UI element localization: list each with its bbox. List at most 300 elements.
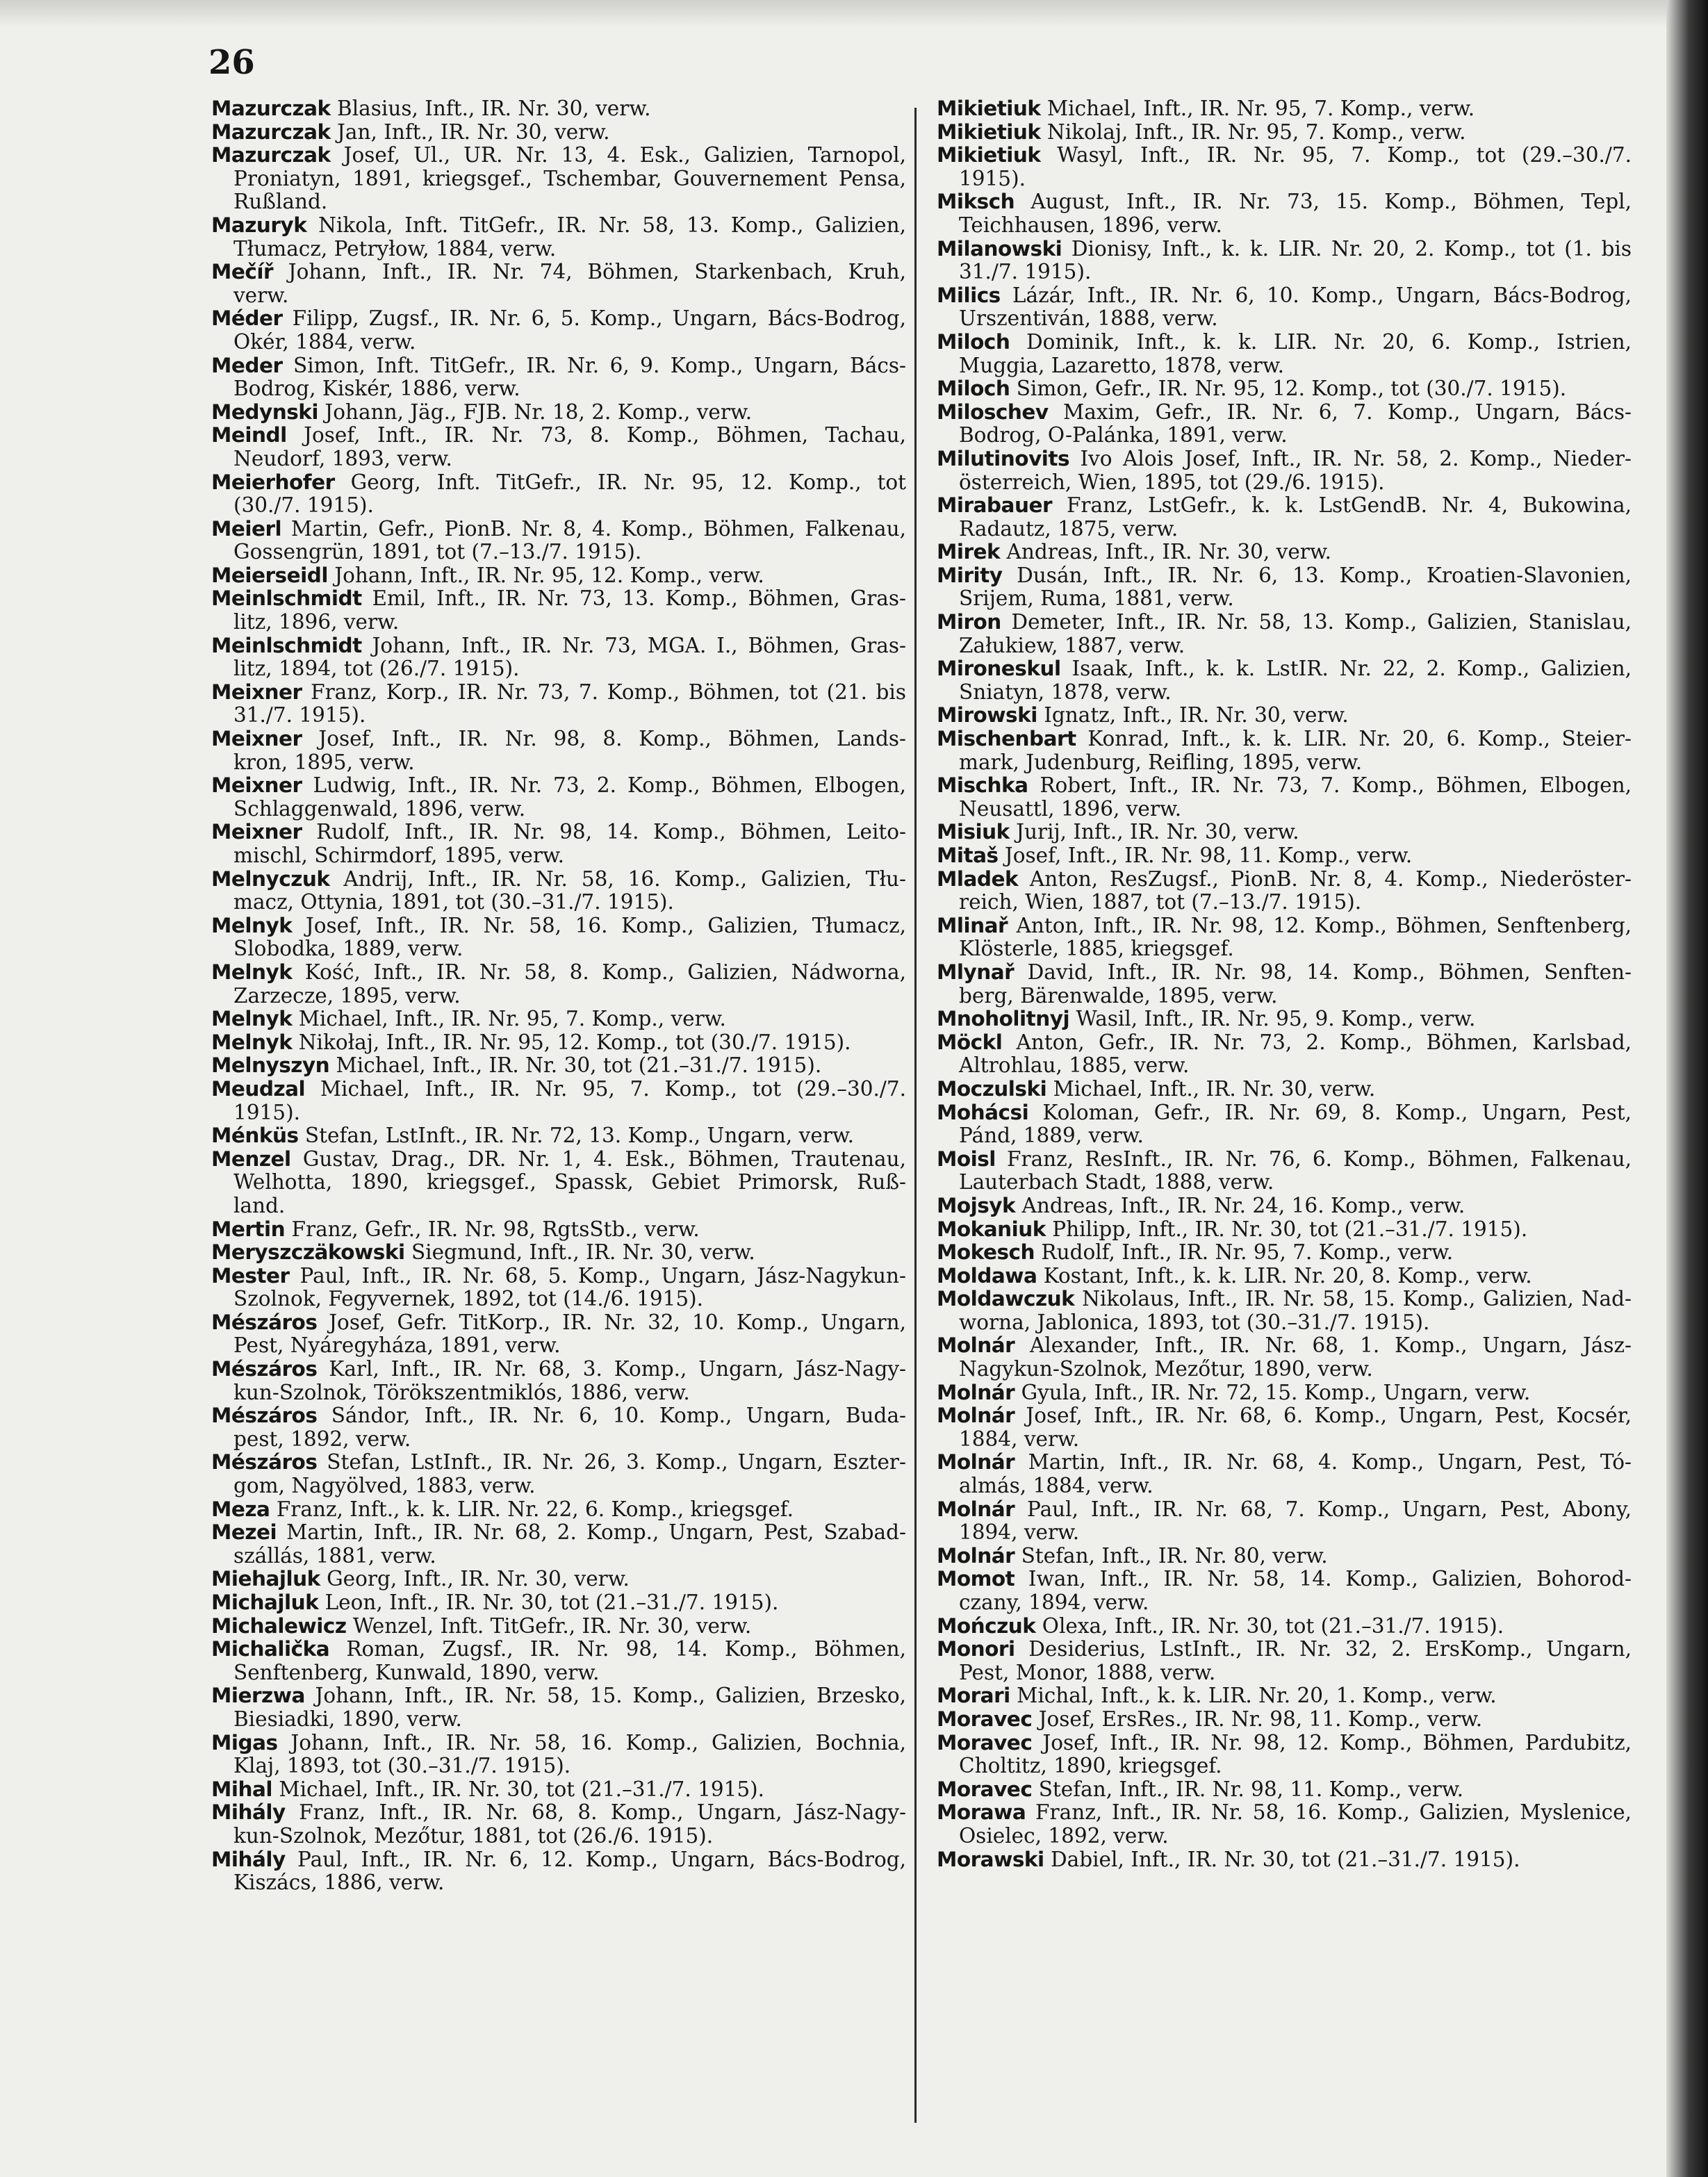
surname: Meixner xyxy=(211,680,302,704)
entry-first-line xyxy=(211,121,906,145)
entry-text: Blasius, Inft., IR. Nr. 30, verw. xyxy=(330,97,651,120)
casualty-entry xyxy=(211,1521,906,1568)
entry-text: Michael, Inft., IR. Nr. 30, tot (21.–31./7. 1915). xyxy=(272,1777,765,1801)
surname: Mészáros xyxy=(211,1310,318,1334)
surname: Mihal xyxy=(211,1777,272,1801)
casualty-entry xyxy=(937,1708,1632,1732)
casualty-entry xyxy=(937,190,1632,237)
left-column xyxy=(211,97,906,1895)
entry-text: Philipp, Inft., IR. Nr. 30, tot (21.–31./7. 1915). xyxy=(1045,1217,1528,1241)
entry-text: Michael, Inft., IR. Nr. 95, 7. Komp., verw. xyxy=(292,1007,726,1031)
entry-continuation-line: Sniatyn, 1878, verw. xyxy=(959,680,1172,704)
entry-continuation-line: verw. xyxy=(233,283,289,307)
entry-first-line xyxy=(937,704,1632,728)
entry-continuation-line: berg, Bärenwalde, 1895, verw. xyxy=(959,983,1278,1008)
surname: Meryszczäkowski xyxy=(211,1240,405,1265)
entry-text: Koloman, Gefr., IR. Nr. 69, 8. Komp., Ungarn, Pest, xyxy=(1028,1100,1632,1124)
surname: Melnyk xyxy=(211,1007,293,1031)
entry-first-line xyxy=(211,1124,906,1148)
entry-first-line xyxy=(937,564,1632,588)
casualty-entry xyxy=(211,97,906,121)
surname: Meierhofer xyxy=(211,470,335,494)
casualty-entry xyxy=(211,1732,906,1778)
entry-first-line xyxy=(211,961,906,985)
entry-first-line xyxy=(937,401,1632,425)
entry-text: Franz, Korp., IR. Nr. 73, 7. Komp., Böhmen, tot (21. bis xyxy=(302,680,906,704)
casualty-entry xyxy=(937,1801,1632,1848)
casualty-entry xyxy=(937,1615,1632,1638)
entry-text: Ludwig, Inft., IR. Nr. 73, 2. Komp., Böhmen, Elbogen, xyxy=(302,773,906,798)
right-column xyxy=(937,97,1632,1871)
entry-text: Anton, Inft., IR. Nr. 98, 12. Komp., Böhmen, Senftenberg, xyxy=(1008,913,1632,937)
casualty-entry xyxy=(211,961,906,1008)
entry-text: Filipp, Zugsf., IR. Nr. 6, 5. Komp., Ungarn, Bács-Bodrog, xyxy=(282,306,906,331)
entry-text: Martin, Gefr., PionB. Nr. 8, 4. Komp., Böhmen, Falkenau, xyxy=(281,516,906,541)
casualty-entry xyxy=(211,424,906,470)
entry-text: David, Inft., IR. Nr. 98, 14. Komp., Böhmen, Senften- xyxy=(1014,960,1632,984)
entry-text: Andreas, Inft., IR. Nr. 24, 16. Komp., verw. xyxy=(1015,1193,1465,1217)
casualty-entry xyxy=(211,121,906,145)
entry-continuation-line: mischl, Schirmdorf, 1895, verw. xyxy=(233,844,565,867)
casualty-entry xyxy=(211,401,906,425)
surname: Mirity xyxy=(937,563,1003,587)
entry-text: Olexa, Inft., IR. Nr. 30, tot (21.–31./7. 1915). xyxy=(1035,1613,1504,1638)
entry-first-line xyxy=(937,1334,1632,1358)
column-divider xyxy=(914,108,917,2123)
entry-text: Emil, Inft., IR. Nr. 73, 13. Komp., Böhmen, Gras- xyxy=(361,586,906,611)
entry-first-line xyxy=(937,1778,1632,1802)
entry-continuation-line: Biesiadki, 1890, verw. xyxy=(233,1707,462,1731)
entry-text: Rudolf, Inft., IR. Nr. 98, 14. Komp., Böhmen, Leito- xyxy=(302,820,906,844)
casualty-entry xyxy=(937,1148,1632,1194)
entry-first-line xyxy=(937,1381,1632,1405)
entry-text: Franz, Inft., k. k. LIR. Nr. 22, 6. Komp., kriegsgef. xyxy=(270,1497,794,1521)
entry-text: Stefan, Inft., IR. Nr. 98, 11. Komp., verw. xyxy=(1032,1777,1464,1801)
entry-text: Dominik, Inft., k. k. LIR. Nr. 20, 6. Komp., Istrien, xyxy=(1010,329,1632,354)
entry-text: Stefan, LstInft., IR. Nr. 72, 13. Komp., Ungarn, verw. xyxy=(298,1124,855,1148)
casualty-entry xyxy=(937,728,1632,774)
entry-text: Martin, Inft., IR. Nr. 68, 2. Komp., Ungarn, Pest, Szabad- xyxy=(277,1520,906,1545)
entry-continuation-line: Srijem, Ruma, 1881, verw. xyxy=(959,586,1234,611)
entry-text: Stefan, LstInft., IR. Nr. 26, 3. Komp., Ungarn, Eszter- xyxy=(317,1450,906,1474)
entry-first-line xyxy=(211,1265,906,1288)
entry-continuation-line: Slobodka, 1889, verw. xyxy=(233,937,463,961)
casualty-entry xyxy=(937,611,1632,657)
surname: Milutinovits xyxy=(937,446,1070,470)
entry-first-line xyxy=(937,238,1632,261)
entry-first-line xyxy=(937,541,1632,564)
entry-continuation-line: Bodrog, Kiskér, 1886, verw. xyxy=(233,377,520,401)
surname: Meixner xyxy=(211,820,302,844)
casualty-entry xyxy=(937,844,1632,868)
entry-continuation-line: 1915). xyxy=(959,166,1026,190)
entry-text: Isaak, Inft., k. k. LstIR. Nr. 22, 2. Komp., Galizien, xyxy=(1060,657,1632,681)
entry-first-line xyxy=(937,1545,1632,1568)
entry-text: Robert, Inft., IR. Nr. 73, 7. Komp., Böhmen, Elbogen, xyxy=(1028,773,1632,798)
entry-text: Rudolf, Inft., IR. Nr. 95, 7. Komp., verw. xyxy=(1035,1240,1454,1265)
page-number: 26 xyxy=(208,43,255,82)
entry-text: Paul, Inft., IR. Nr. 6, 12. Komp., Ungarn, Bács-Bodrog, xyxy=(285,1847,906,1871)
casualty-entry xyxy=(211,821,906,867)
entry-first-line xyxy=(937,494,1632,518)
entry-continuation-line: mark, Judenburg, Reifling, 1895, verw. xyxy=(959,750,1363,774)
casualty-entry xyxy=(211,1311,906,1358)
entry-first-line xyxy=(937,144,1632,167)
entry-first-line xyxy=(211,1521,906,1545)
entry-first-line xyxy=(937,1568,1632,1591)
casualty-entry xyxy=(937,1404,1632,1451)
entry-first-line xyxy=(211,1801,906,1825)
casualty-entry xyxy=(211,1684,906,1731)
entry-text: Stefan, Inft., IR. Nr. 80, verw. xyxy=(1015,1543,1328,1568)
entry-first-line xyxy=(211,97,906,121)
casualty-entry xyxy=(937,1568,1632,1614)
casualty-entry xyxy=(211,1241,906,1265)
surname: Momot xyxy=(937,1567,1015,1591)
entry-text: August, Inft., IR. Nr. 73, 15. Komp., Böhmen, Tepl, xyxy=(1015,190,1632,214)
entry-continuation-line: Neusattl, 1896, verw. xyxy=(959,796,1182,821)
casualty-entry xyxy=(937,821,1632,844)
entry-text: Alexander, Inft., IR. Nr. 68, 1. Komp., Ungarn, Jász- xyxy=(1015,1333,1632,1358)
entry-first-line xyxy=(937,1241,1632,1265)
entry-text: Dionisy, Inft., k. k. LIR. Nr. 20, 2. Komp., tot (1. bis xyxy=(1062,236,1632,261)
surname: Miloch xyxy=(937,377,1010,401)
entry-continuation-line: Schlaggenwald, 1896, verw. xyxy=(233,796,526,821)
entry-first-line xyxy=(937,728,1632,751)
casualty-entry xyxy=(937,1031,1632,1078)
entry-continuation-line: Załukiew, 1887, verw. xyxy=(959,633,1185,657)
surname: Monori xyxy=(937,1637,1015,1661)
surname: Melnyk xyxy=(211,913,293,937)
casualty-entry xyxy=(211,1778,906,1802)
casualty-entry xyxy=(211,1124,906,1148)
entry-text: Anton, ResZugsf., PionB. Nr. 8, 4. Komp., Niederöster- xyxy=(1018,866,1632,891)
casualty-entry xyxy=(937,1638,1632,1684)
entry-first-line xyxy=(937,1031,1632,1055)
surname: Mikietiuk xyxy=(937,143,1041,167)
entry-text: Michael, Inft., IR. Nr. 95, 7. Komp., tot (29.–30./7. xyxy=(305,1076,906,1101)
entry-first-line xyxy=(211,868,906,892)
entry-first-line xyxy=(937,1498,1632,1522)
casualty-entry xyxy=(211,214,906,261)
entry-text: Johann, Jäg., FJB. Nr. 18, 2. Komp., verw. xyxy=(318,400,753,424)
casualty-entry xyxy=(937,1101,1632,1148)
entry-first-line xyxy=(937,1265,1632,1288)
entry-text: Wenzel, Inft. TitGefr., IR. Nr. 30, verw. xyxy=(346,1613,752,1638)
surname: Ménküs xyxy=(211,1124,299,1148)
entry-text: Josef, Inft., IR. Nr. 68, 6. Komp., Ungarn, Pest, Kocsér, xyxy=(1015,1404,1632,1428)
scan-right-edge xyxy=(1666,0,1708,2177)
surname: Miksch xyxy=(937,190,1015,214)
surname: Mészáros xyxy=(211,1357,318,1381)
entry-text: Johann, Inft., IR. Nr. 58, 15. Komp., Galizien, Brzesko, xyxy=(304,1684,906,1708)
entry-first-line xyxy=(937,1684,1632,1708)
entry-first-line xyxy=(937,97,1632,121)
entry-text: Jurij, Inft., IR. Nr. 30, verw. xyxy=(1009,820,1299,844)
entry-continuation-line: Senftenberg, Kunwald, 1890, verw. xyxy=(233,1660,600,1684)
casualty-entry xyxy=(937,331,1632,377)
surname: Meindl xyxy=(211,423,287,447)
surname: Moravec xyxy=(937,1730,1033,1755)
entry-text: Nikolaj, Inft., IR. Nr. 95, 7. Komp., verw. xyxy=(1040,120,1466,144)
entry-continuation-line: Gossengrün, 1891, tot (7.–13./7. 1915). xyxy=(233,540,642,564)
entry-continuation-line: czany, 1894, verw. xyxy=(959,1591,1149,1614)
entry-first-line xyxy=(211,1451,906,1474)
surname: Molnár xyxy=(937,1543,1015,1568)
surname: Meierseidl xyxy=(211,563,328,587)
surname: Meierl xyxy=(211,516,282,541)
entry-first-line xyxy=(211,401,906,425)
entry-text: Martin, Inft., IR. Nr. 68, 4. Komp., Ungarn, Pest, Tó- xyxy=(1015,1450,1632,1474)
entry-continuation-line: Tłumacz, Petryłow, 1884, verw. xyxy=(233,236,557,261)
surname: Mokaniuk xyxy=(937,1217,1046,1241)
surname: Mokesch xyxy=(937,1240,1035,1265)
entry-continuation-line: macz, Ottynia, 1891, tot (30.–31./7. 1915). xyxy=(233,890,674,914)
surname: Miloschev xyxy=(937,400,1049,424)
entry-continuation-line: pest, 1892, verw. xyxy=(233,1427,411,1451)
entry-continuation-line: 31./7. 1915). xyxy=(959,260,1092,284)
entry-text: Wasyl, Inft., IR. Nr. 95, 7. Komp., tot (29.–30./7. xyxy=(1040,143,1632,167)
entry-text: Lázár, Inft., IR. Nr. 6, 10. Komp., Ungarn, Bács-Bodrog, xyxy=(1000,283,1632,307)
entry-continuation-line: Kiszács, 1886, verw. xyxy=(233,1871,445,1895)
surname: Misiuk xyxy=(937,820,1010,844)
surname: Milics xyxy=(937,283,1001,307)
surname: Morawski xyxy=(937,1847,1044,1871)
casualty-entry xyxy=(211,354,906,401)
entry-first-line xyxy=(211,354,906,378)
surname: Meixner xyxy=(211,773,302,798)
entry-text: Ignatz, Inft., IR. Nr. 30, verw. xyxy=(1037,703,1349,728)
casualty-entry xyxy=(937,1078,1632,1101)
casualty-entry xyxy=(211,1078,906,1124)
surname: Meinlschmidt xyxy=(211,633,362,657)
entry-text: Paul, Inft., IR. Nr. 68, 7. Komp., Ungarn, Pest, Abony, xyxy=(1015,1497,1632,1521)
casualty-entry xyxy=(937,1545,1632,1568)
entry-text: Dusán, Inft., IR. Nr. 6, 13. Komp., Kroatien-Slavonien, xyxy=(1002,563,1632,587)
surname: Moldawczuk xyxy=(937,1287,1075,1311)
entry-first-line xyxy=(937,377,1632,401)
entry-continuation-line: reich, Wien, 1887, tot (7.–13./7. 1915). xyxy=(959,890,1362,914)
entry-first-line xyxy=(211,587,906,611)
surname: Mezei xyxy=(211,1520,277,1545)
entry-first-line xyxy=(937,774,1632,798)
entry-text: Michal, Inft., k. k. LIR. Nr. 20, 1. Komp., verw. xyxy=(1010,1684,1497,1708)
entry-first-line xyxy=(937,1451,1632,1474)
entry-continuation-line: worna, Jablonica, 1893, tot (30.–31./7. 1915). xyxy=(959,1310,1430,1334)
casualty-entry xyxy=(937,1265,1632,1288)
entry-text: Andreas, Inft., IR. Nr. 30, verw. xyxy=(1000,540,1332,564)
entry-first-line xyxy=(211,564,906,588)
entry-continuation-line: Zarzecze, 1895, verw. xyxy=(233,983,461,1008)
entry-text: Georg, Inft. TitGefr., IR. Nr. 95, 12. Komp., tot xyxy=(334,470,906,494)
entry-continuation-line: Urszentiván, 1888, verw. xyxy=(959,306,1218,331)
entry-text: Josef, Ul., UR. Nr. 13, 4. Esk., Galizien, Tarnopol, xyxy=(330,143,906,167)
casualty-entry xyxy=(211,1591,906,1615)
casualty-entry xyxy=(937,774,1632,821)
surname: Mirabauer xyxy=(937,493,1053,518)
entry-first-line xyxy=(211,1615,906,1638)
casualty-entry xyxy=(937,447,1632,494)
surname: Mazurczak xyxy=(211,97,331,120)
entry-first-line xyxy=(937,821,1632,844)
entry-text: Gustav, Drag., DR. Nr. 1, 4. Esk., Böhmen, Trautenau, xyxy=(290,1147,906,1171)
entry-first-line xyxy=(937,1801,1632,1825)
surname: Miron xyxy=(937,610,1001,634)
entry-text: Josef, Inft., IR. Nr. 58, 16. Komp., Galizien, Tłumacz, xyxy=(292,913,906,937)
entry-text: Jan, Inft., IR. Nr. 30, verw. xyxy=(330,120,610,144)
casualty-entry xyxy=(211,587,906,634)
entry-first-line xyxy=(211,914,906,938)
entry-continuation-line: Welhotta, 1890, kriegsgef., Spassk, Gebiet Primorsk, Ruß- xyxy=(233,1170,906,1194)
casualty-entry xyxy=(937,1008,1632,1031)
surname: Mlinař xyxy=(937,913,1008,937)
surname: Mazurczak xyxy=(211,120,331,144)
surname: Milanowski xyxy=(937,236,1062,261)
entry-text: Kość, Inft., IR. Nr. 58, 8. Komp., Galizien, Nádworna, xyxy=(292,960,906,984)
surname: Mészáros xyxy=(211,1404,318,1428)
entry-first-line xyxy=(211,1008,906,1031)
surname: Mazuryk xyxy=(211,213,307,237)
entry-first-line xyxy=(211,1078,906,1101)
surname: Mertin xyxy=(211,1217,286,1241)
surname: Molnár xyxy=(937,1380,1015,1404)
casualty-entry xyxy=(937,1732,1632,1778)
entry-first-line xyxy=(211,1218,906,1242)
entry-first-line xyxy=(211,1732,906,1755)
surname: Moczulski xyxy=(937,1076,1047,1101)
surname: Melnyszyn xyxy=(211,1053,330,1078)
entry-continuation-line: Pánd, 1889, verw. xyxy=(959,1124,1144,1148)
entry-text: Franz, Gefr., IR. Nr. 98, RgtsStb., verw. xyxy=(285,1217,700,1241)
entry-first-line xyxy=(211,1498,906,1522)
casualty-entry xyxy=(211,1638,906,1684)
entry-first-line xyxy=(937,914,1632,938)
entry-text: Ivo Alois Josef, Inft., IR. Nr. 58, 2. Komp., Nieder- xyxy=(1069,446,1632,470)
casualty-entry xyxy=(211,1568,906,1591)
entry-continuation-line: Muggia, Lazaretto, 1878, verw. xyxy=(959,353,1285,377)
casualty-entry xyxy=(937,144,1632,190)
surname: Mladek xyxy=(937,866,1019,891)
surname: Melnyk xyxy=(211,1030,293,1054)
entry-first-line xyxy=(211,424,906,447)
surname: Mirek xyxy=(937,540,1001,564)
casualty-entry xyxy=(211,774,906,821)
casualty-entry xyxy=(937,541,1632,564)
entry-first-line xyxy=(211,1848,906,1872)
surname: Möckl xyxy=(937,1030,1003,1054)
entry-text: Sándor, Inft., IR. Nr. 6, 10. Komp., Ungarn, Buda- xyxy=(317,1404,906,1428)
entry-continuation-line: litz, 1894, tot (26./7. 1915). xyxy=(233,657,520,681)
casualty-entry xyxy=(211,1615,906,1638)
entry-first-line xyxy=(937,1194,1632,1218)
surname: Migas xyxy=(211,1730,278,1755)
entry-continuation-line: (30./7. 1915). xyxy=(233,493,374,518)
casualty-entry xyxy=(937,1334,1632,1381)
surname: Michalewicz xyxy=(211,1613,347,1638)
entry-text: Demeter, Inft., IR. Nr. 58, 13. Komp., Galizien, Stanislau, xyxy=(1001,610,1632,634)
entry-continuation-line: österreich, Wien, 1895, tot (29./6. 1915). xyxy=(959,470,1385,494)
entry-text: Franz, Inft., IR. Nr. 68, 8. Komp., Ungarn, Jász-Nagy- xyxy=(285,1800,906,1825)
entry-text: Roman, Zugsf., IR. Nr. 98, 14. Komp., Böhmen, xyxy=(329,1637,906,1661)
entry-first-line xyxy=(937,657,1632,681)
entry-first-line xyxy=(211,1591,906,1615)
entry-first-line xyxy=(937,1638,1632,1661)
entry-continuation-line: Pest, Nyáregyháza, 1891, verw. xyxy=(233,1333,561,1358)
surname: Mitaš xyxy=(937,844,999,867)
entry-first-line xyxy=(937,1078,1632,1101)
surname: Mészáros xyxy=(211,1450,318,1474)
entry-continuation-line: 1894, verw. xyxy=(959,1520,1080,1545)
entry-text: Franz, LstGefr., k. k. LstGendB. Nr. 4, Bukowina, xyxy=(1052,493,1632,518)
casualty-entry xyxy=(937,284,1632,331)
surname: Meixner xyxy=(211,727,302,751)
casualty-entry xyxy=(211,1148,906,1218)
surname: Mester xyxy=(211,1263,290,1288)
casualty-entry xyxy=(937,238,1632,284)
entry-text: Dabiel, Inft., IR. Nr. 30, tot (21.–31./7. 1915). xyxy=(1044,1847,1520,1871)
casualty-entry xyxy=(937,1218,1632,1242)
entry-first-line xyxy=(211,634,906,658)
entry-continuation-line: litz, 1896, verw. xyxy=(233,610,400,634)
surname: Méder xyxy=(211,306,283,331)
entry-first-line xyxy=(937,961,1632,985)
casualty-entry xyxy=(937,914,1632,961)
entry-first-line xyxy=(211,518,906,541)
entry-first-line xyxy=(937,1008,1632,1031)
entry-text: Anton, Gefr., IR. Nr. 73, 2. Komp., Böhmen, Karlsbad, xyxy=(1002,1030,1632,1054)
entry-continuation-line: Osielec, 1892, verw. xyxy=(959,1823,1169,1848)
entry-continuation-line: Okér, 1884, verw. xyxy=(233,329,416,354)
surname: Mazurczak xyxy=(211,143,331,167)
entry-text: Nikola, Inft. TitGefr., IR. Nr. 58, 13. Komp., Galizien, xyxy=(306,213,906,237)
entry-text: Konrad, Inft., k. k. LIR. Nr. 20, 6. Komp., Steier- xyxy=(1076,727,1632,751)
entry-text: Paul, Inft., IR. Nr. 68, 5. Komp., Ungarn, Jász-Nagykun- xyxy=(289,1263,906,1288)
surname: Mihály xyxy=(211,1847,286,1871)
entry-first-line xyxy=(937,611,1632,634)
surname: Miehajluk xyxy=(211,1567,320,1591)
casualty-entry xyxy=(937,1194,1632,1218)
entry-first-line xyxy=(211,681,906,705)
surname: Molnár xyxy=(937,1333,1015,1358)
surname: Mnoholitnyj xyxy=(937,1007,1070,1031)
surname: Molnár xyxy=(937,1450,1015,1474)
entry-continuation-line: Teichhausen, 1896, verw. xyxy=(959,213,1222,237)
surname: Molnár xyxy=(937,1404,1015,1428)
entry-first-line xyxy=(211,1311,906,1335)
surname: Mohácsi xyxy=(937,1100,1029,1124)
surname: Meinlschmidt xyxy=(211,586,362,611)
entry-text: Nikołaj, Inft., IR. Nr. 95, 12. Komp., tot (30./7. 1915). xyxy=(292,1030,851,1054)
casualty-entry xyxy=(211,307,906,354)
surname: Melnyczuk xyxy=(211,866,330,891)
entry-first-line xyxy=(937,284,1632,308)
entry-text: Georg, Inft., IR. Nr. 30, verw. xyxy=(320,1567,630,1591)
entry-first-line xyxy=(937,1288,1632,1311)
entry-first-line xyxy=(211,1684,906,1708)
entry-continuation-line: Altrohlau, 1885, verw. xyxy=(959,1053,1190,1078)
entry-text: Nikolaus, Inft., IR. Nr. 58, 15. Komp., Galizien, Nad- xyxy=(1074,1287,1632,1311)
entry-first-line xyxy=(937,1404,1632,1428)
entry-first-line xyxy=(937,1218,1632,1242)
surname: Moldawa xyxy=(937,1263,1037,1288)
entry-text: Simon, Gefr., IR. Nr. 95, 12. Komp., tot (30./7. 1915). xyxy=(1010,377,1567,401)
entry-text: Johann, Inft., IR. Nr. 73, MGA. I., Böhmen, Gras- xyxy=(361,633,906,657)
casualty-entry xyxy=(937,401,1632,447)
surname: Medynski xyxy=(211,400,319,424)
entry-continuation-line: Rußland. xyxy=(233,190,328,214)
entry-continuation-line: Pest, Monor, 1888, verw. xyxy=(959,1660,1216,1684)
entry-text: Josef, Inft., IR. Nr. 73, 8. Komp., Böhmen, Tachau, xyxy=(286,423,906,447)
